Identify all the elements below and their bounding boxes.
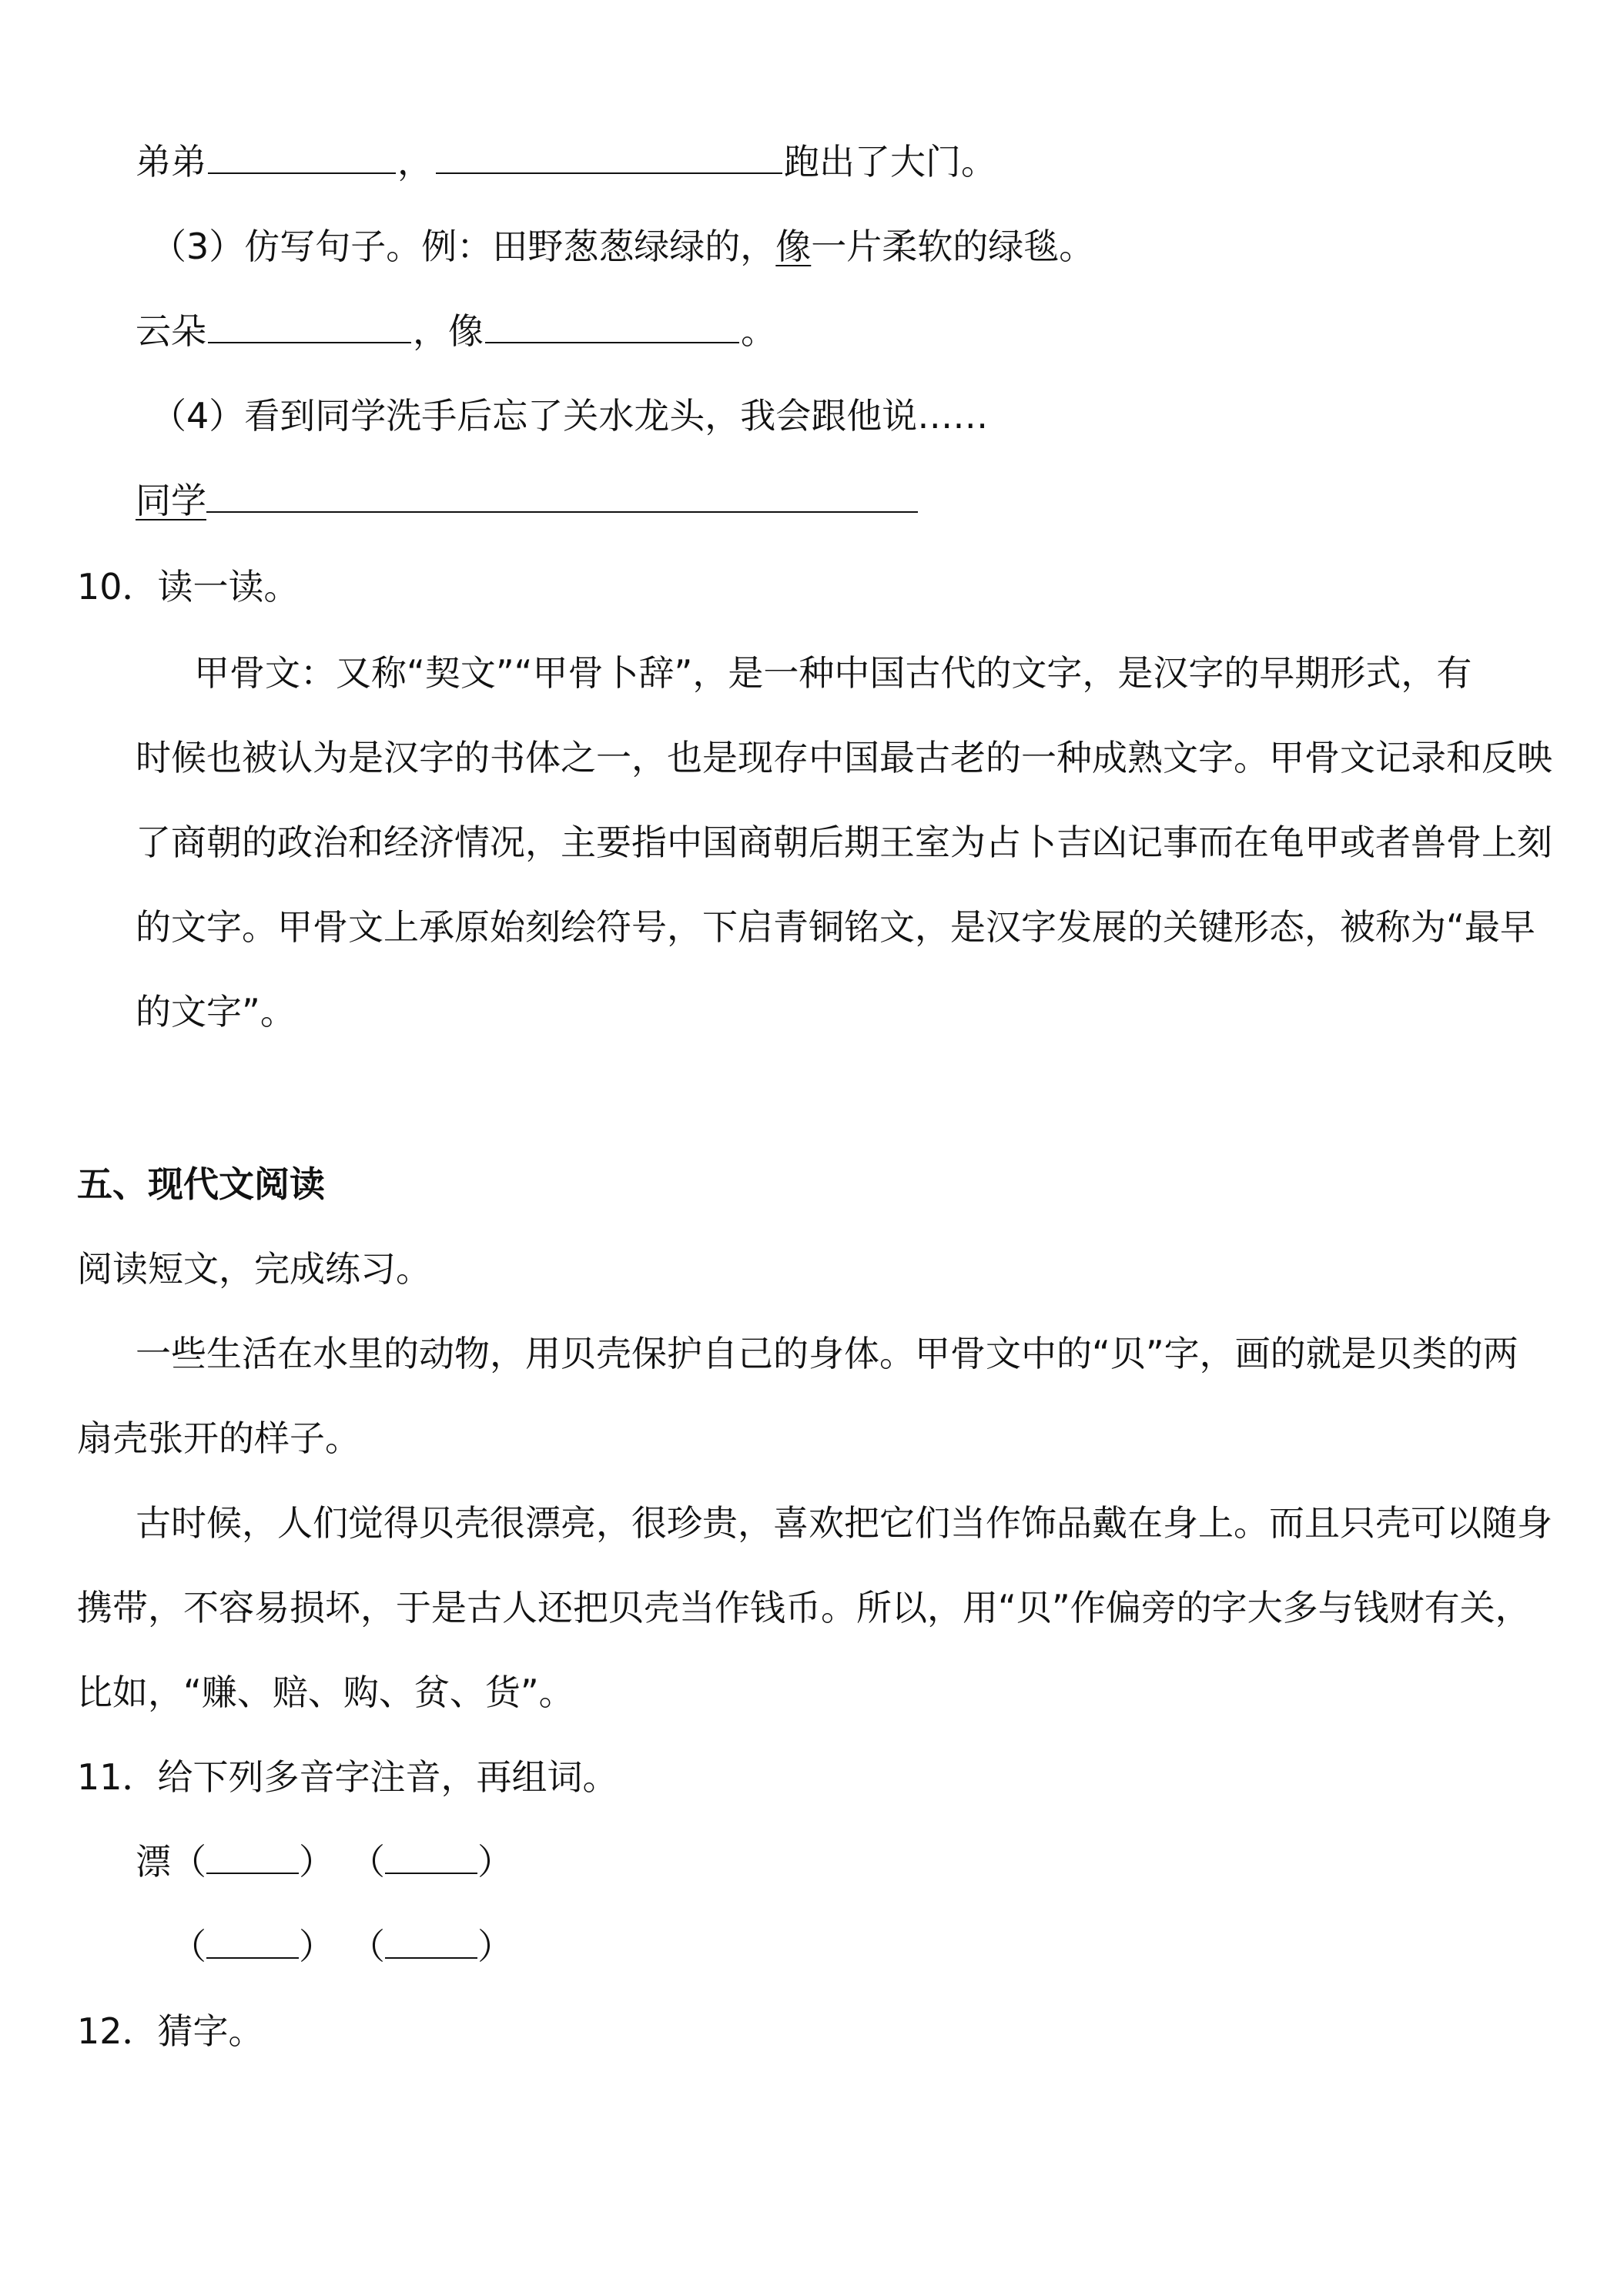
passage-para1-line-2: 扇壳张开的样子。	[77, 1417, 360, 1459]
paren-close: ）	[299, 1841, 334, 1883]
passage-para2-line-3: 比如，“赚、赔、购、贫、货”。	[77, 1672, 574, 1713]
sub3-underlined-word: 像	[775, 226, 812, 267]
line-suffix: 。	[741, 310, 776, 352]
line-mid: ，像	[413, 310, 484, 352]
answer-line-classmate	[136, 477, 919, 524]
answer-blank[interactable]	[208, 308, 411, 343]
paren-open: （	[350, 1926, 385, 1967]
word-blank[interactable]	[385, 1839, 477, 1874]
section-heading: 五、现代文阅读	[77, 1163, 325, 1205]
paren-close: ）	[477, 1926, 513, 1967]
word-blank[interactable]	[385, 1923, 477, 1959]
paren-open: （	[171, 1926, 206, 1967]
sub4-text: （4）看到同学洗手后忘了关水龙头，我会跟他说……	[151, 395, 989, 437]
answer-line-cloud	[136, 308, 776, 354]
q10-paragraph-line-2: 时候也被认为是汉字的书体之一，也是现存中国最古老的一种成熟文字。甲骨文记录和反映	[136, 737, 1552, 778]
q10-paragraph-line-5: 的文字”。	[136, 991, 296, 1033]
sub-question-3	[151, 223, 1094, 269]
question-11-title: 11．给下列多音字注音，再组词。	[77, 1756, 618, 1798]
line-suffix: 跑出了大门。	[784, 141, 996, 182]
section-instruction: 阅读短文，完成练习。	[77, 1248, 431, 1290]
comma: ，	[397, 141, 433, 182]
sub-question-4	[151, 393, 988, 439]
paren-open: （	[350, 1841, 385, 1883]
line-prefix: 弟弟	[136, 141, 206, 182]
pinyin-row-2	[171, 1923, 513, 1970]
answer-blank[interactable]	[436, 139, 782, 174]
answer-blank[interactable]	[208, 139, 396, 174]
paren-close: ）	[477, 1841, 513, 1883]
q10-paragraph-line-3: 了商朝的政治和经济情况，主要指中国商朝后期王室为占卜吉凶记事而在龟甲或者兽骨上刻	[136, 822, 1552, 863]
polyphone-char: 漂	[136, 1841, 171, 1883]
question-10-title: 10．读一读。	[77, 566, 300, 607]
pinyin-row-1	[136, 1839, 513, 1885]
answer-blank[interactable]	[485, 308, 739, 343]
sub3-text-part1: （3）仿写句子。例：田野葱葱绿绿的，	[151, 226, 776, 267]
passage-para1-line-1: 一些生活在水里的动物，用贝壳保护自己的身体。甲骨文中的“贝”字，画的就是贝类的两	[136, 1333, 1519, 1374]
sub3-text-part2: 一片柔软的绿毯。	[811, 226, 1095, 267]
pinyin-blank[interactable]	[206, 1839, 299, 1874]
question-12-title: 12．猜字。	[77, 2010, 264, 2052]
passage-para2-line-1: 古时候，人们觉得贝壳很漂亮，很珍贵，喜欢把它们当作饰品戴在身上。而且只壳可以随身	[136, 1502, 1552, 1544]
pinyin-blank[interactable]	[206, 1923, 299, 1959]
paren-open: （	[171, 1841, 206, 1883]
line-prefix: 同学	[136, 480, 206, 521]
line-prefix: 云朵	[136, 310, 206, 352]
answer-line-brother	[136, 139, 996, 185]
answer-blank[interactable]	[206, 477, 918, 513]
paren-close: ）	[299, 1926, 334, 1967]
q10-paragraph-line-1: 甲骨文：又称“契文”“甲骨卜辞”，是一种中国古代的文字，是汉字的早期形式，有	[194, 652, 1472, 694]
passage-para2-line-2: 携带，不容易损坏，于是古人还把贝壳当作钱币。所以，用“贝”作偏旁的字大多与钱财有关，	[77, 1587, 1531, 1628]
q10-paragraph-line-4: 的文字。甲骨文上承原始刻绘符号，下启青铜铭文，是汉字发展的关键形态，被称为“最早	[136, 906, 1535, 948]
